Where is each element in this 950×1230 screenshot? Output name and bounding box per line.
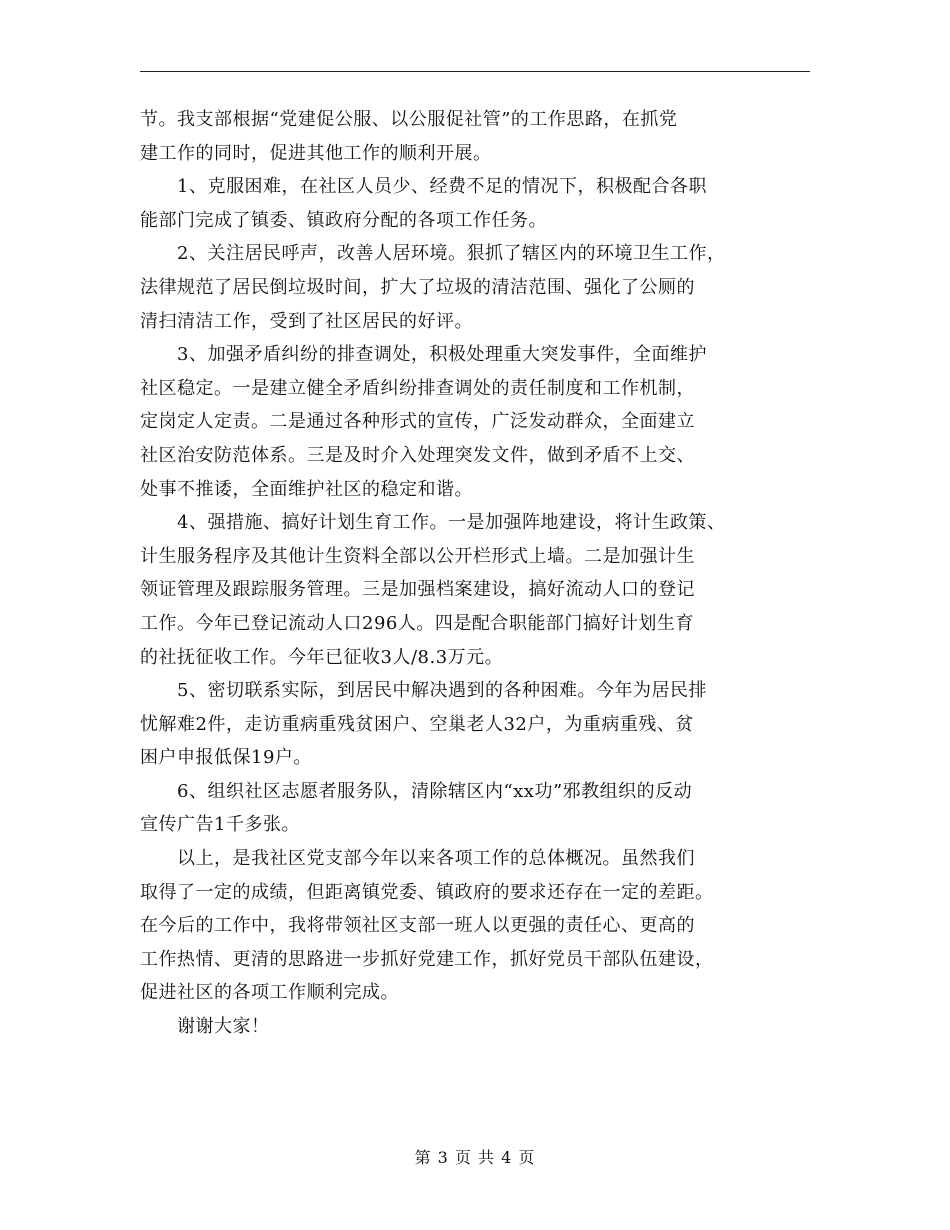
text-line: 工作热情、更清的思路进一步抓好党建工作，抓好党员干部队伍建设，	[140, 948, 714, 970]
text-line: 促进社区的各项工作顺利完成。	[140, 982, 399, 1004]
text-line: 3、加强矛盾纠纷的排查调处，积极处理重大突发事件，全面维护	[177, 344, 707, 366]
text-line: 取得了一定的成绩，但距离镇党委、镇政府的要求还存在一定的差距。	[140, 881, 714, 903]
text-line: 能部门完成了镇委、镇政府分配的各项工作任务。	[140, 209, 547, 231]
text-line: 2、关注居民呼声，改善人居环境。狠抓了辖区内的环境卫生工作，	[177, 243, 726, 265]
header-rule	[140, 71, 810, 72]
text-line: 社区稳定。一是建立健全矛盾纠纷排查调处的责任制度和工作机制，	[140, 377, 695, 399]
text-line: 社区治安防范体系。三是及时介入处理突发文件，做到矛盾不上交、	[140, 444, 695, 466]
document-body	[140, 103, 820, 1044]
text-line: 1、克服困难，在社区人员少、经费不足的情况下，积极配合各职	[177, 176, 707, 198]
page-number-footer: 第 3 页 共 4 页	[414, 1148, 536, 1167]
text-line: 宣传广告1千多张。	[140, 814, 300, 836]
text-line: 困户申报低保19户。	[140, 747, 312, 769]
text-line: 5、密切联系实际，到居民中解决遇到的各种困难。今年为居民排	[177, 680, 707, 702]
text-line: 以上，是我社区党支部今年以来各项工作的总体概况。虽然我们	[177, 848, 695, 870]
text-line: 6、组织社区志愿者服务队，清除辖区内“xx功”邪教组织的反动	[177, 780, 693, 802]
text-line: 清扫清洁工作，受到了社区居民的好评。	[140, 310, 473, 332]
text-line: 处事不推诿，全面维护社区的稳定和谐。	[140, 478, 473, 500]
text-line: 定岗定人定责。二是通过各种形式的宣传，广泛发动群众，全面建立	[140, 411, 695, 433]
text-line: 在今后的工作中，我将带领社区支部一班人以更强的责任心、更高的	[140, 915, 695, 937]
text-line: 工作。今年已登记流动人口296人。四是配合职能部门搞好计划生育	[140, 612, 694, 634]
text-line: 法律规范了居民倒垃圾时间，扩大了垃圾的清洁范围、强化了公厕的	[140, 276, 695, 298]
text-line: 建工作的同时，促进其他工作的顺利开展。	[140, 142, 492, 164]
text-line: 谢谢大家！	[177, 1016, 270, 1038]
text-line: 节。我支部根据“党建促公服、以公服促社管”的工作思路，在抓党	[140, 109, 678, 130]
text-line: 计生服务程序及其他计生资料全部以公开栏形式上墙。二是加强计生	[140, 545, 695, 567]
text-line: 的社抚征收工作。今年已征收3人/8.3万元。	[140, 646, 504, 668]
text-line: 领证管理及跟踪服务管理。三是加强档案建设，搞好流动人口的登记	[140, 579, 695, 601]
text-line: 忧解难2件，走访重病重残贫困户、空巢老人32户，为重病重残、贫	[140, 713, 694, 735]
text-line: 4、强措施、搞好计划生育工作。一是加强阵地建设，将计生政策、	[177, 512, 726, 534]
